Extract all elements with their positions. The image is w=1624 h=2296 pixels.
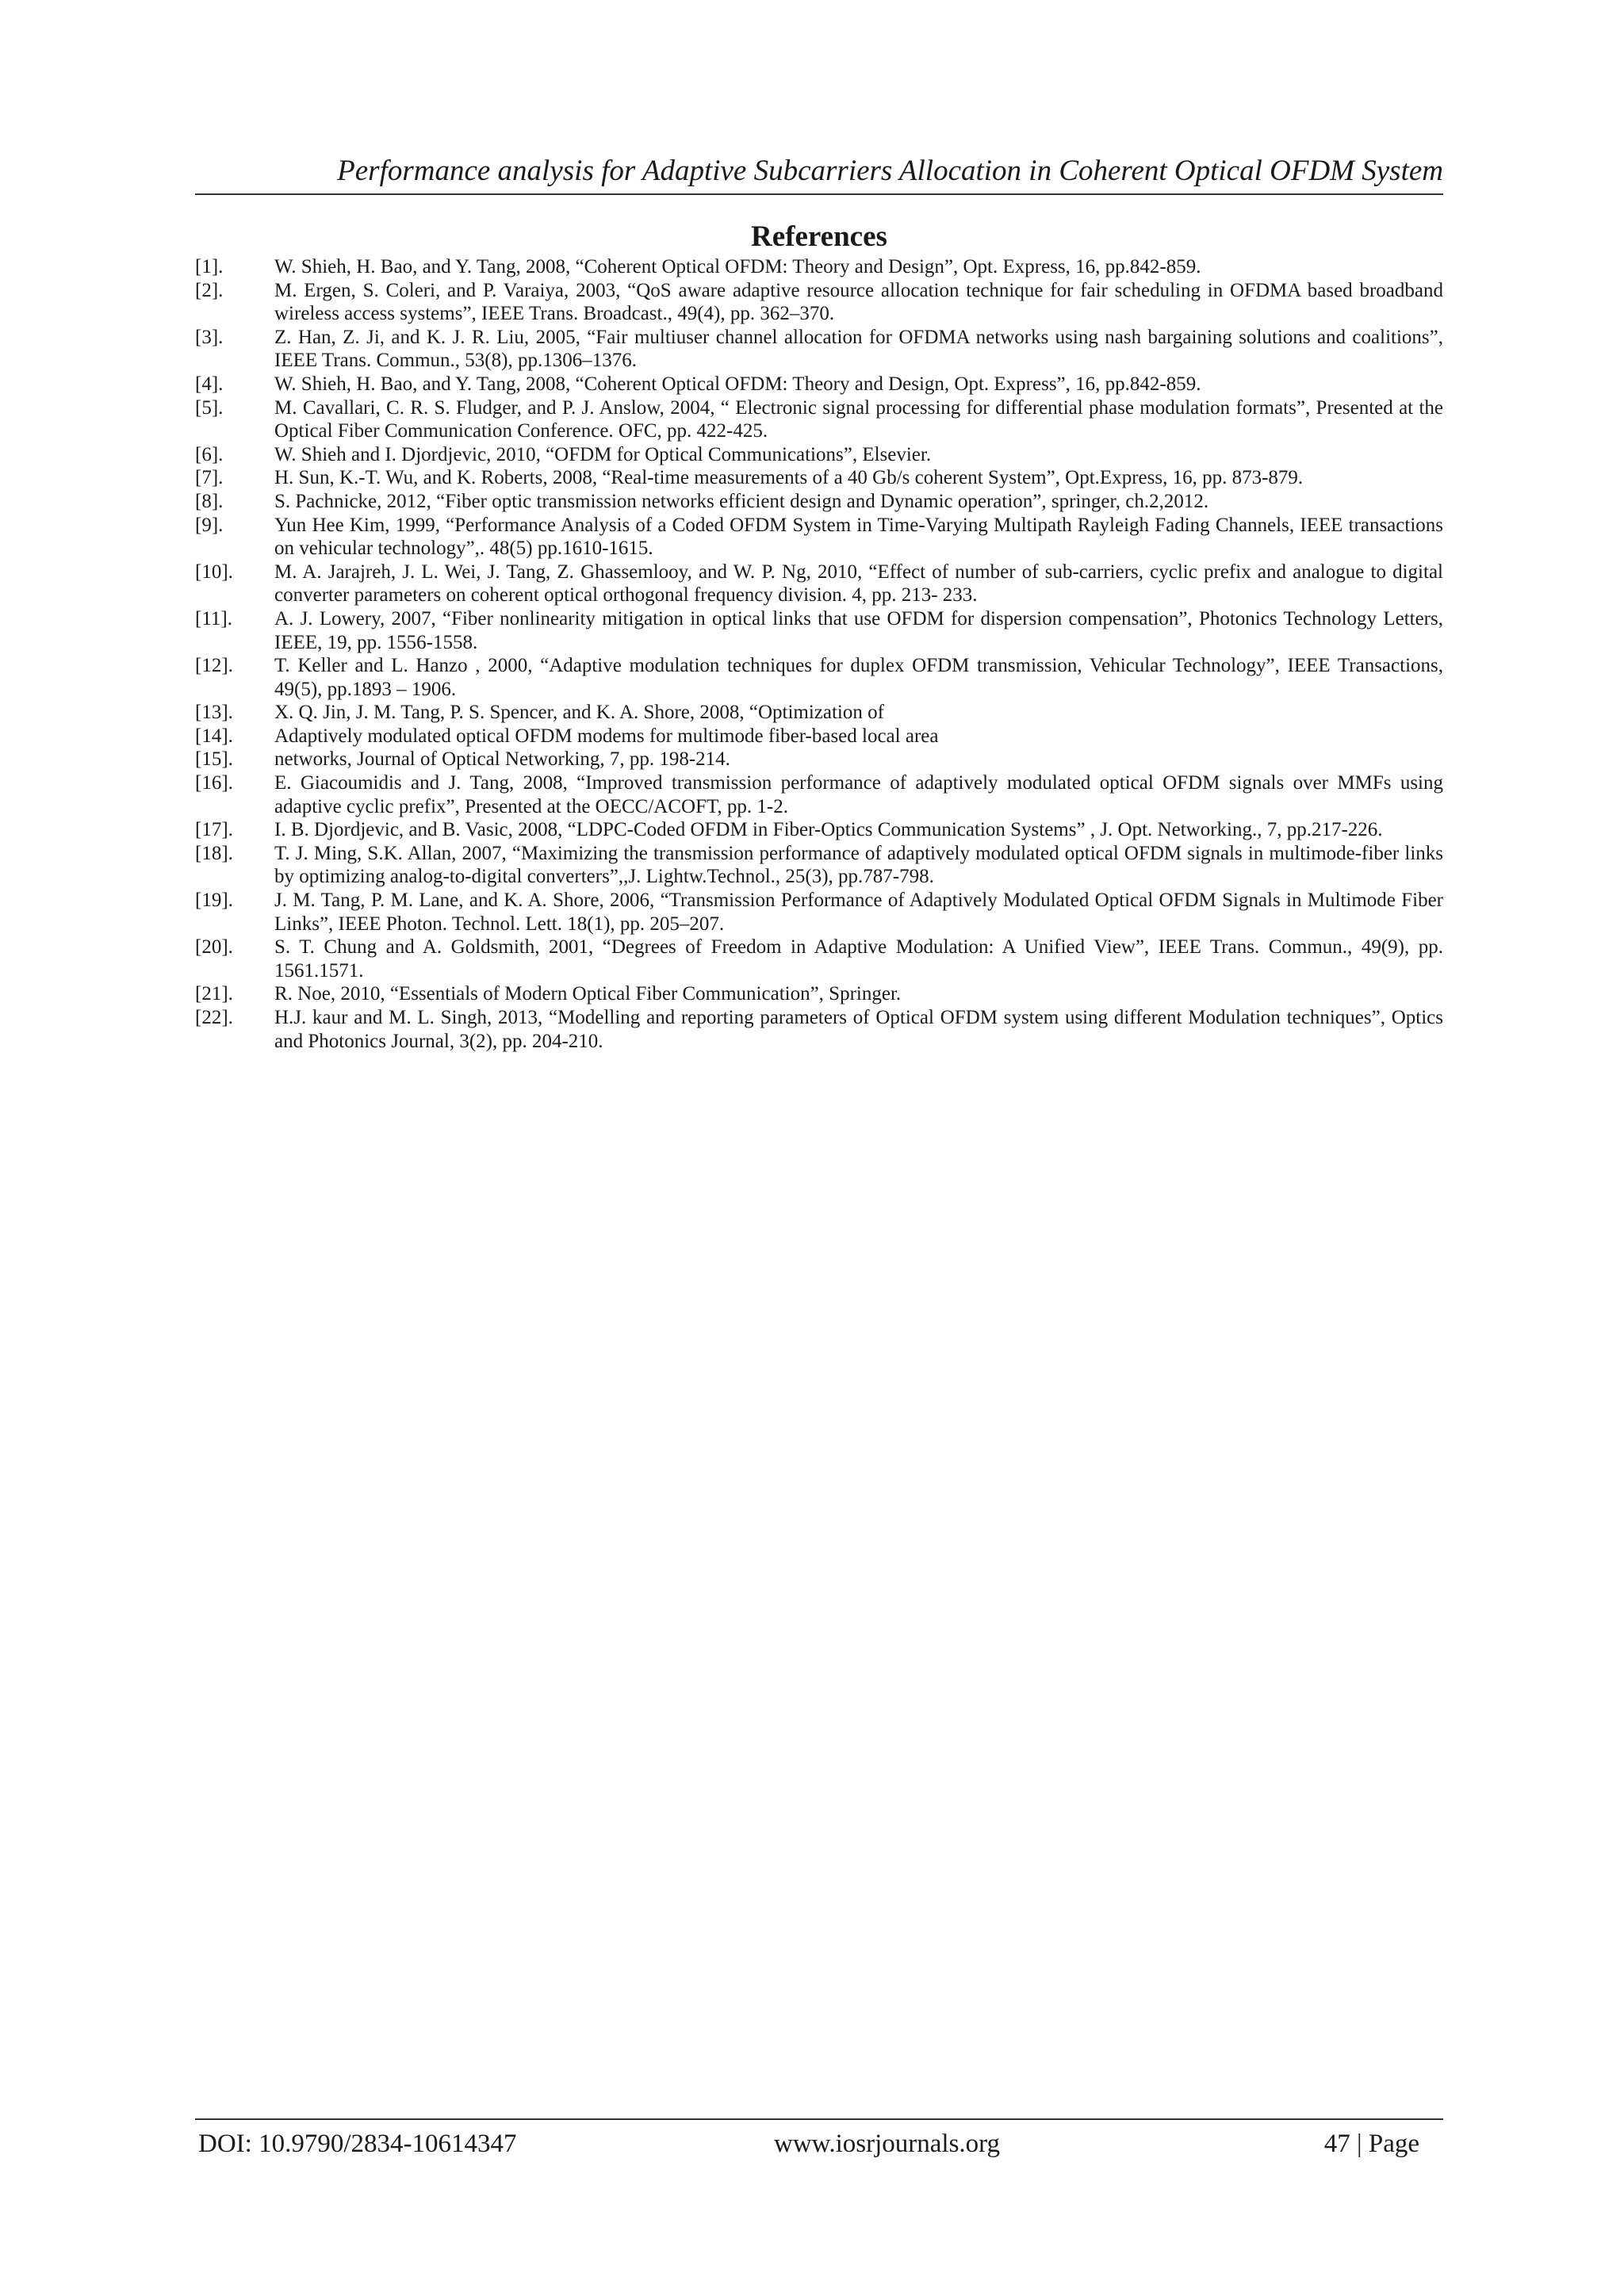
reference-item xyxy=(195,396,1443,443)
reference-item xyxy=(195,701,1443,725)
reference-item xyxy=(195,443,1443,467)
reference-text: H.J. kaur and M. L. Singh, 2013, “Modelling and reporting parameters of Optical OFDM system using different Modulation techniques”, Optics and Photonics Journal, 3(2), pp. 204-210. xyxy=(274,1007,1443,1052)
reference-number: [18]. xyxy=(195,842,233,864)
reference-number: [15]. xyxy=(195,748,233,771)
reference-text: networks, Journal of Optical Networking, 7, pp. 198-214. xyxy=(274,748,730,771)
reference-number: [4]. xyxy=(195,373,224,395)
reference-text: A. J. Lowery, 2007, “Fiber nonlinearity mitigation in optical links that use OFDM for dispersion compensation”, Photonics Technology Letters, IEEE, 19, pp. 1556-1558. xyxy=(274,607,1443,653)
reference-number: [2]. xyxy=(195,279,224,301)
footer-doi: DOI: 10.9790/2834-10614347 xyxy=(198,2130,517,2158)
reference-text: M. A. Jarajreh, J. L. Wei, J. Tang, Z. Ghassemlooy, and W. P. Ng, 2010, “Effect of number of sub-carriers, cyclic prefix and analogue to digital converter parameters on coherent optical orthogonal frequency division. 4, pp. 213- 233. xyxy=(274,561,1443,607)
reference-number: [5]. xyxy=(195,396,224,419)
reference-item xyxy=(195,514,1443,561)
reference-number: [3]. xyxy=(195,326,224,348)
reference-item xyxy=(195,255,1443,279)
reference-text: Z. Han, Z. Ji, and K. J. R. Liu, 2005, “Fair multiuser channel allocation for OFDMA networks using nash bargaining solutions and coalitions”, IEEE Trans. Commun., 53(8), pp.1306–1376. xyxy=(274,326,1443,372)
reference-item xyxy=(195,373,1443,396)
reference-item xyxy=(195,725,1443,748)
reference-number: [7]. xyxy=(195,467,224,489)
reference-item xyxy=(195,466,1443,490)
reference-item xyxy=(195,607,1443,654)
reference-text: T. J. Ming, S.K. Allan, 2007, “Maximizing the transmission performance of adaptively modulated optical OFDM signals in multimode-fiber links by optimizing analog-to-digital converters”,,J. Lightw.Technol., 25(3), pp.787-798. xyxy=(274,842,1443,888)
reference-item xyxy=(195,326,1443,373)
references-heading: References xyxy=(751,220,887,253)
paper-title: Performance analysis for Adaptive Subcarriers Allocation in Coherent Optical OFDM System xyxy=(337,155,1443,187)
reference-number: [16]. xyxy=(195,772,233,794)
reference-number: [13]. xyxy=(195,702,233,724)
footer-page-number: 47 | Page xyxy=(1323,2130,1419,2158)
reference-number: [9]. xyxy=(195,514,224,536)
reference-text: S. T. Chung and A. Goldsmith, 2001, “Degrees of Freedom in Adaptive Modulation: A Unified View”, IEEE Trans. Commun., 49(9), pp. 1561.1571. xyxy=(274,936,1443,982)
reference-text: J. M. Tang, P. M. Lane, and K. A. Shore, 2006, “Transmission Performance of Adaptively Modulated Optical OFDM Signals in Multimode Fiber Links”, IEEE Photon. Technol. Lett. 18(1), pp. 205–207. xyxy=(274,890,1443,935)
reference-number: [11]. xyxy=(195,607,232,629)
reference-item xyxy=(195,561,1443,607)
reference-text: W. Shieh and I. Djordjevic, 2010, “OFDM for Optical Communications”, Elsevier. xyxy=(274,443,932,465)
page-footer xyxy=(195,2118,1443,2164)
reference-number: [21]. xyxy=(195,983,233,1005)
reference-item xyxy=(195,490,1443,514)
reference-text: E. Giacoumidis and J. Tang, 2008, “Improved transmission performance of adaptively modulated optical OFDM signals over MMFs using adaptive cyclic prefix”, Presented at the OECC/ACOFT, pp. 1-2. xyxy=(274,772,1443,817)
reference-text: M. Cavallari, C. R. S. Fludger, and P. J. Anslow, 2004, “ Electronic signal processing for differential phase modulation formats”, Presented at the Optical Fiber Communication Conference. OFC, pp. 422-425. xyxy=(274,396,1443,442)
reference-number: [6]. xyxy=(195,443,224,465)
reference-number: [22]. xyxy=(195,1007,233,1028)
reference-item xyxy=(195,842,1443,889)
reference-item xyxy=(195,748,1443,771)
reference-text: W. Shieh, H. Bao, and Y. Tang, 2008, “Coherent Optical OFDM: Theory and Design, Opt. Express”, 16, pp.842-859. xyxy=(274,373,1201,395)
reference-text: T. Keller and L. Hanzo , 2000, “Adaptive modulation techniques for duplex OFDM transmission, Vehicular Technology”, IEEE Transactions, 49(5), pp.1893 – 1906. xyxy=(274,655,1443,700)
reference-number: [14]. xyxy=(195,725,233,747)
footer-website: www.iosrjournals.org xyxy=(774,2130,1001,2158)
reference-text: H. Sun, K.-T. Wu, and K. Roberts, 2008, “Real-time measurements of a 40 Gb/s coherent System”, Opt.Express, 16, pp. 873-879. xyxy=(274,467,1304,489)
reference-text: W. Shieh, H. Bao, and Y. Tang, 2008, “Coherent Optical OFDM: Theory and Design”, Opt. Express, 16, pp.842-859. xyxy=(274,256,1201,277)
reference-item xyxy=(195,279,1443,326)
reference-item xyxy=(195,889,1443,936)
reference-number: [12]. xyxy=(195,655,233,677)
reference-number: [10]. xyxy=(195,561,233,583)
reference-item xyxy=(195,982,1443,1006)
reference-number: [19]. xyxy=(195,890,233,912)
reference-number: [20]. xyxy=(195,936,233,959)
reference-number: [8]. xyxy=(195,490,224,512)
reference-list xyxy=(195,255,1443,1053)
running-header xyxy=(195,152,1443,195)
reference-number: [17]. xyxy=(195,819,233,841)
reference-text: S. Pachnicke, 2012, “Fiber optic transmission networks efficient design and Dynamic operation”, springer, ch.2,2012. xyxy=(274,490,1209,512)
reference-item xyxy=(195,654,1443,701)
reference-item xyxy=(195,936,1443,982)
reference-text: R. Noe, 2010, “Essentials of Modern Optical Fiber Communication”, Springer. xyxy=(274,983,902,1005)
reference-text: I. B. Djordjevic, and B. Vasic, 2008, “LDPC-Coded OFDM in Fiber-Optics Communication Systems” , J. Opt. Networking., 7, pp.217-226. xyxy=(274,819,1383,841)
reference-item xyxy=(195,771,1443,818)
reference-text: Adaptively modulated optical OFDM modems for multimode fiber-based local area xyxy=(274,725,939,747)
reference-text: M. Ergen, S. Coleri, and P. Varaiya, 2003, “QoS aware adaptive resource allocation technique for fair scheduling in OFDMA based broadband wireless access systems”, IEEE Trans. Broadcast., 49(4), pp. 362–370. xyxy=(274,279,1443,325)
reference-text: Yun Hee Kim, 1999, “Performance Analysis of a Coded OFDM System in Time-Varying Multipath Rayleigh Fading Channels, IEEE transactions on vehicular technology”,. 48(5) pp.1610-1615. xyxy=(274,514,1443,560)
reference-text: X. Q. Jin, J. M. Tang, P. S. Spencer, and K. A. Shore, 2008, “Optimization of xyxy=(274,702,884,724)
reference-item xyxy=(195,818,1443,842)
reference-item xyxy=(195,1006,1443,1053)
reference-number: [1]. xyxy=(195,256,224,277)
